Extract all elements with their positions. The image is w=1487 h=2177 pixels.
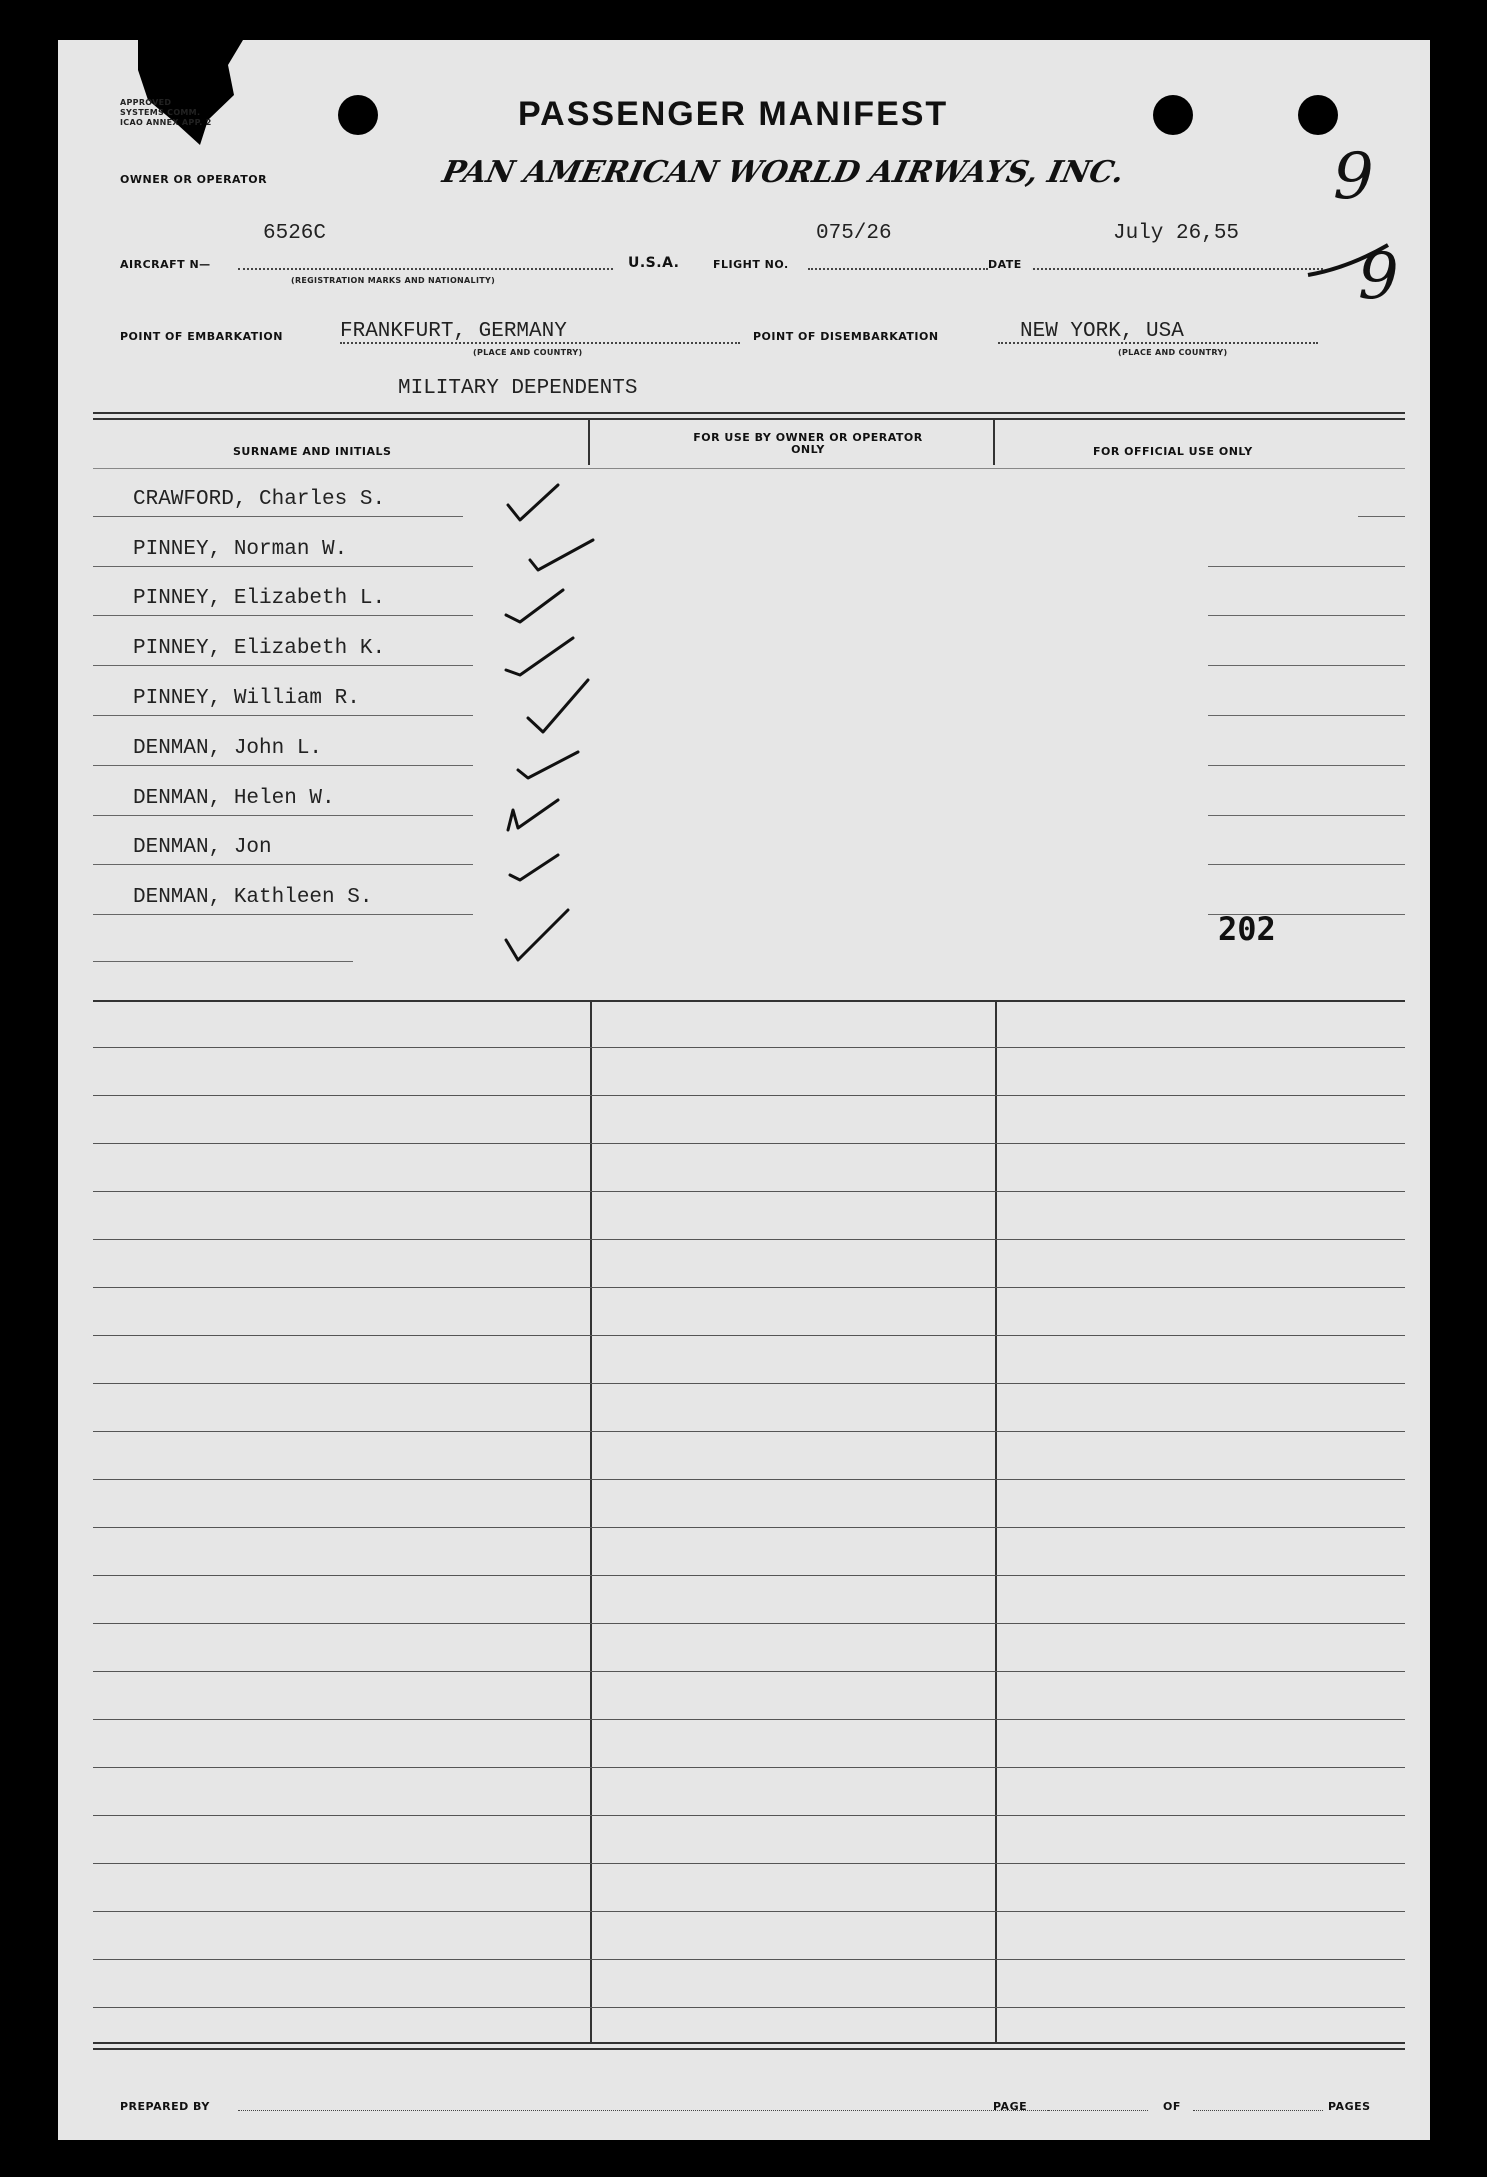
disembarkation-sublabel: (PLACE AND COUNTRY) xyxy=(1118,348,1228,357)
surname-column-header: SURNAME AND INITIALS xyxy=(233,445,392,458)
owner-use-column-header: FOR USE BY OWNER OR OPERATOR ONLY xyxy=(693,431,923,456)
stamp-number: 202 xyxy=(1218,910,1276,948)
page-title: PASSENGER MANIFEST xyxy=(518,95,949,133)
passenger-category: MILITARY DEPENDENTS xyxy=(398,377,638,400)
passenger-name: DENMAN, Helen W. xyxy=(133,787,335,810)
owner-label: OWNER OR OPERATOR xyxy=(120,173,268,186)
aircraft-label: AIRCRAFT N— xyxy=(120,258,211,271)
punch-hole-mid xyxy=(1153,95,1193,135)
disembarkation-label: POINT OF DISEMBARKATION xyxy=(753,330,939,343)
prepared-by-label: PREPARED BY xyxy=(120,2100,210,2113)
passenger-name: PINNEY, Elizabeth L. xyxy=(133,587,386,610)
flight-label: FLIGHT NO. xyxy=(713,258,789,271)
disembarkation-value: NEW YORK, USA xyxy=(1020,320,1184,343)
official-use-column-header: FOR OFFICIAL USE ONLY xyxy=(1093,445,1253,458)
embarkation-value: FRANKFURT, GERMANY xyxy=(340,320,567,343)
aircraft-sublabel: (REGISTRATION MARKS AND NATIONALITY) xyxy=(291,276,496,285)
passenger-name: DENMAN, Kathleen S. xyxy=(133,886,373,909)
of-label: OF xyxy=(1163,2100,1181,2113)
passenger-name: PINNEY, William R. xyxy=(133,687,360,710)
torn-corner xyxy=(138,40,248,150)
passenger-name: PINNEY, Norman W. xyxy=(133,538,348,561)
approval-block: APPROVED SYSTEMS COMM. ICAO ANNEX APP. 2 xyxy=(120,98,212,127)
punch-hole-left xyxy=(338,95,378,135)
embarkation-label: POINT OF EMBARKATION xyxy=(120,330,283,343)
aircraft-nationality: U.S.A. xyxy=(628,255,680,271)
punch-hole-right xyxy=(1298,95,1338,135)
passenger-name: DENMAN, Jon xyxy=(133,836,272,859)
date-label: DATE xyxy=(988,258,1022,271)
page-label: PAGE xyxy=(993,2100,1028,2113)
page-mark-bottom: 9 xyxy=(1358,240,1399,314)
pages-label: PAGES xyxy=(1328,2100,1371,2113)
date-value: July 26,55 xyxy=(1113,222,1240,245)
page-mark-top: 9 xyxy=(1333,140,1374,214)
check-marks xyxy=(498,470,668,970)
passenger-name: CRAWFORD, Charles S. xyxy=(133,488,386,511)
passenger-name: DENMAN, John L. xyxy=(133,737,323,760)
aircraft-value: 6526C xyxy=(263,222,327,245)
flight-value: 075/26 xyxy=(816,222,892,245)
embarkation-sublabel: (PLACE AND COUNTRY) xyxy=(473,348,583,357)
operator-name: PAN AMERICAN WORLD AIRWAYS, INC. xyxy=(439,155,1128,190)
passenger-name: PINNEY, Elizabeth K. xyxy=(133,637,386,660)
manifest-sheet xyxy=(58,40,1430,2140)
